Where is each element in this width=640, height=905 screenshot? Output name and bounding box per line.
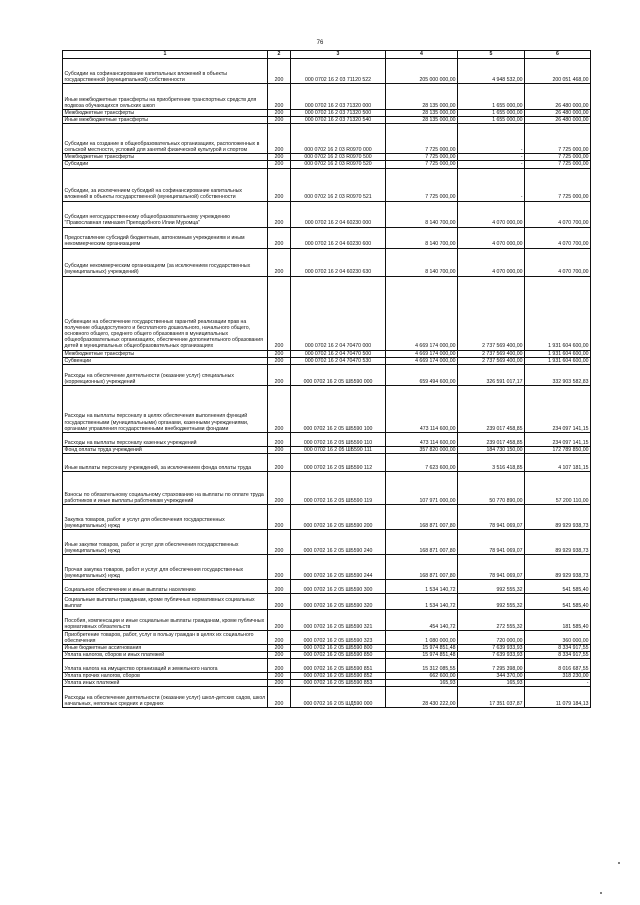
table-row — [63, 471, 591, 504]
table-row — [63, 554, 591, 579]
approved-amount-cell: 7 725 000,00 — [386, 154, 458, 161]
unexecuted-amount-cell: 8 334 917,55 — [525, 652, 591, 659]
column-header: 3 — [291, 51, 386, 59]
table-row — [63, 432, 591, 446]
budget-code-cell: 000 0702 16 2 04 60230 600 — [291, 227, 386, 248]
row-name-cell: Субсидии на софинансирование капитальных вложений в объекты государственной (муниципальной) собственности — [63, 59, 268, 84]
executed-amount-cell: 4 948 532,00 — [458, 59, 525, 84]
unexecuted-amount-cell: 26 480 000,00 — [525, 110, 591, 117]
row-name-cell: Расходы на обеспечение деятельности (оказание услуг) школ-детских садов, школ начальных, неполных средних и средних — [63, 687, 268, 708]
approved-amount-cell: 8 140 700,00 — [386, 201, 458, 227]
row-name-cell: Уплата иных платежей — [63, 680, 268, 687]
unexecuted-amount-cell: 7 725 000,00 — [525, 124, 591, 154]
unexecuted-amount-cell: 181 585,40 — [525, 609, 591, 630]
line-code-cell: 200 — [268, 471, 291, 504]
row-name-cell: Субвенции на обеспечение государственных гарантий реализации прав на получение общедоступного и бесплатного дошкольного, начального общего, основного общего, среднего общего образования в муниципальных общеобразовательных организациях, обеспечение дополнительного образования детей в муниципальных общеобразовательных организациях — [63, 276, 268, 350]
line-code-cell: 200 — [268, 609, 291, 630]
line-code-cell: 200 — [268, 161, 291, 168]
table-row — [63, 364, 591, 385]
line-code-cell: 200 — [268, 504, 291, 529]
executed-amount-cell: 7 639 933,93 — [458, 652, 525, 659]
row-name-cell: Межбюджетные трансферты — [63, 154, 268, 161]
approved-amount-cell: 473 114 600,00 — [386, 385, 458, 432]
budget-code-cell: 000 0702 16 2 05 ШБ590 321 — [291, 609, 386, 630]
executed-amount-cell: 344 370,00 — [458, 673, 525, 680]
table-row — [63, 59, 591, 84]
budget-code-cell: 000 0702 16 2 05 ШБ590 300 — [291, 579, 386, 593]
budget-code-cell: 000 0702 16 2 05 ШБ590 853 — [291, 680, 386, 687]
table-row — [63, 579, 591, 593]
unexecuted-amount-cell: 360 000,00 — [525, 630, 591, 644]
executed-amount-cell: 992 555,32 — [458, 593, 525, 609]
executed-amount-cell: 4 070 000,00 — [458, 227, 525, 248]
row-name-cell: Иные бюджетные ассигнования — [63, 644, 268, 651]
budget-code-cell: 000 0702 16 2 03 71320 540 — [291, 117, 386, 124]
executed-amount-cell: 3 516 418,85 — [458, 453, 525, 471]
approved-amount-cell: 168 871 007,80 — [386, 529, 458, 554]
approved-amount-cell: 8 140 700,00 — [386, 248, 458, 276]
line-code-cell: 200 — [268, 673, 291, 680]
line-code-cell: 200 — [268, 593, 291, 609]
table-row — [63, 168, 591, 201]
approved-amount-cell: 4 669 174 000,00 — [386, 276, 458, 350]
row-name-cell: Субсидии некоммерческим организациям (за исключением государственных (муниципальных) учреждений) — [63, 248, 268, 276]
budget-code-cell: 000 0702 16 2 05 ШБ590 240 — [291, 529, 386, 554]
row-name-cell: Иные межбюджетные трансферты на приобретение транспортных средств для подвоза обучающихся сельских школ — [63, 84, 268, 110]
line-code-cell: 200 — [268, 432, 291, 446]
table-row — [63, 385, 591, 432]
unexecuted-amount-cell: 234 097 141,15 — [525, 432, 591, 446]
approved-amount-cell: 7 725 000,00 — [386, 161, 458, 168]
budget-code-cell: 000 0702 16 2 05 ШБ590 110 — [291, 432, 386, 446]
approved-amount-cell: 15 312 085,55 — [386, 659, 458, 673]
column-header: 6 — [525, 51, 591, 59]
approved-amount-cell: 28 430 222,00 — [386, 687, 458, 708]
line-code-cell: 200 — [268, 248, 291, 276]
budget-code-cell: 000 0702 16 2 03 71120 522 — [291, 59, 386, 84]
row-name-cell: Уплата налога на имущество организаций и земельного налога — [63, 659, 268, 673]
budget-code-cell: 000 0702 16 2 05 ШБ590 323 — [291, 630, 386, 644]
table-row — [63, 504, 591, 529]
table-row — [63, 446, 591, 453]
executed-amount-cell: 4 070 000,00 — [458, 201, 525, 227]
table-row — [63, 248, 591, 276]
budget-code-cell: 000 0702 16 2 03 R0970 521 — [291, 168, 386, 201]
unexecuted-amount-cell: 8 016 687,55 — [525, 659, 591, 673]
unexecuted-amount-cell: 26 480 000,00 — [525, 84, 591, 110]
table-row — [63, 227, 591, 248]
row-name-cell: Пособия, компенсации и иные социальные выплаты гражданам, кроме публичных нормативных обязательств — [63, 609, 268, 630]
row-name-cell: Расходы на обеспечение деятельности (оказание услуг) специальных (коррекционных) учреждений — [63, 364, 268, 385]
approved-amount-cell: 357 820 000,00 — [386, 446, 458, 453]
table-row — [63, 609, 591, 630]
approved-amount-cell: 4 669 174 000,00 — [386, 357, 458, 364]
executed-amount-cell: 2 737 569 400,00 — [458, 357, 525, 364]
budget-code-cell: 000 0702 16 2 03 R0970 000 — [291, 124, 386, 154]
executed-amount-cell: 1 655 000,00 — [458, 84, 525, 110]
unexecuted-amount-cell: 4 107 181,15 — [525, 453, 591, 471]
executed-amount-cell: 50 770 890,00 — [458, 471, 525, 504]
line-code-cell: 200 — [268, 350, 291, 357]
budget-code-cell: 000 0702 16 2 05 ШБ590 244 — [291, 554, 386, 579]
budget-table — [62, 50, 591, 708]
executed-amount-cell: 2 737 569 400,00 — [458, 350, 525, 357]
executed-amount-cell: - — [458, 161, 525, 168]
table-row — [63, 630, 591, 644]
column-header: 5 — [458, 51, 525, 59]
budget-code-cell: 000 0702 16 2 04 70470 530 — [291, 357, 386, 364]
budget-code-cell: 000 0702 16 2 05 ШБ590 850 — [291, 652, 386, 659]
table-row — [63, 687, 591, 708]
unexecuted-amount-cell: 541 585,40 — [525, 579, 591, 593]
executed-amount-cell: 2 737 569 400,00 — [458, 276, 525, 350]
unexecuted-amount-cell: 11 079 184,13 — [525, 687, 591, 708]
approved-amount-cell: 205 000 000,00 — [386, 59, 458, 84]
budget-code-cell: 000 0702 16 2 05 ШБ590 000 — [291, 364, 386, 385]
approved-amount-cell: 165,93 — [386, 680, 458, 687]
approved-amount-cell: 168 871 007,80 — [386, 504, 458, 529]
line-code-cell: 200 — [268, 644, 291, 651]
line-code-cell: 200 — [268, 84, 291, 110]
unexecuted-amount-cell: 89 929 938,73 — [525, 529, 591, 554]
row-name-cell: Прочая закупка товаров, работ и услуг для обеспечения государственных (муниципальных) нужд — [63, 554, 268, 579]
table-row — [63, 161, 591, 168]
row-name-cell: Иные межбюджетные трансферты — [63, 117, 268, 124]
row-name-cell: Социальное обеспечение и иные выплаты населению — [63, 579, 268, 593]
row-name-cell: Субсидии на создание в общеобразовательных организациях, расположенных в сельской местности, условий для занятий физической культурой и спортом — [63, 124, 268, 154]
table-row — [63, 673, 591, 680]
table-row — [63, 124, 591, 154]
approved-amount-cell: 15 974 851,48 — [386, 652, 458, 659]
budget-code-cell: 000 0702 16 2 05 ШБ590 111 — [291, 446, 386, 453]
approved-amount-cell: 168 871 007,80 — [386, 554, 458, 579]
approved-amount-cell: 8 140 700,00 — [386, 227, 458, 248]
line-code-cell: 200 — [268, 276, 291, 350]
executed-amount-cell: 1 655 000,00 — [458, 117, 525, 124]
page-number: 76 — [316, 40, 324, 46]
approved-amount-cell: 7 725 000,00 — [386, 124, 458, 154]
row-name-cell: Иные выплаты персоналу учреждений, за исключением фонда оплаты труда — [63, 453, 268, 471]
approved-amount-cell: 7 623 600,00 — [386, 453, 458, 471]
column-header: 1 — [63, 51, 268, 59]
row-name-cell: Межбюджетные трансферты — [63, 350, 268, 357]
executed-amount-cell: - — [458, 154, 525, 161]
table-row — [63, 652, 591, 659]
line-code-cell: 200 — [268, 154, 291, 161]
line-code-cell: 200 — [268, 446, 291, 453]
row-name-cell: Расходы на выплаты персоналу в целях обеспечения выполнения функций государственными (муниципальными) органами, казенными учреждениями, органами управления государственными внебюджетными фондами — [63, 385, 268, 432]
table-row — [63, 593, 591, 609]
executed-amount-cell: 4 070 000,00 — [458, 248, 525, 276]
budget-code-cell: 000 0702 16 2 04 70470 000 — [291, 276, 386, 350]
executed-amount-cell: 78 941 069,07 — [458, 529, 525, 554]
budget-code-cell: 000 0702 16 2 04 70470 500 — [291, 350, 386, 357]
approved-amount-cell: 1 534 140,72 — [386, 579, 458, 593]
table-body — [63, 59, 591, 708]
column-header: 4 — [386, 51, 458, 59]
budget-code-cell: 000 0702 16 2 05 ШБ590 800 — [291, 644, 386, 651]
executed-amount-cell: 7 295 398,00 — [458, 659, 525, 673]
unexecuted-amount-cell: 4 070 700,00 — [525, 227, 591, 248]
line-code-cell: 200 — [268, 385, 291, 432]
line-code-cell: 200 — [268, 630, 291, 644]
approved-amount-cell: 1 080 000,00 — [386, 630, 458, 644]
table-row — [63, 84, 591, 110]
line-code-cell: 200 — [268, 110, 291, 117]
approved-amount-cell: 107 971 000,00 — [386, 471, 458, 504]
row-name-cell: Уплата налогов, сборов и иных платежей — [63, 652, 268, 659]
table-row — [63, 644, 591, 651]
executed-amount-cell: 1 655 000,00 — [458, 110, 525, 117]
executed-amount-cell: 720 000,00 — [458, 630, 525, 644]
executed-amount-cell: - — [458, 168, 525, 201]
row-name-cell: Субсидия негосударственному общеобразовательному учреждению "Православная гимназия Преподобного Илии Муромца" — [63, 201, 268, 227]
line-code-cell: 200 — [268, 357, 291, 364]
line-code-cell: 200 — [268, 59, 291, 84]
approved-amount-cell: 454 140,72 — [386, 609, 458, 630]
unexecuted-amount-cell: 8 334 917,55 — [525, 644, 591, 651]
table-row — [63, 201, 591, 227]
unexecuted-amount-cell: 4 070 700,00 — [525, 201, 591, 227]
table-row — [63, 659, 591, 673]
line-code-cell: 200 — [268, 680, 291, 687]
executed-amount-cell: 326 591 017,17 — [458, 364, 525, 385]
table-row — [63, 357, 591, 364]
row-name-cell: Фонд оплаты труда учреждений — [63, 446, 268, 453]
row-name-cell: Социальные выплаты гражданам, кроме публичных нормативных социальных выплат — [63, 593, 268, 609]
budget-code-cell: 000 0702 16 2 03 R0970 520 — [291, 161, 386, 168]
unexecuted-amount-cell: 318 230,00 — [525, 673, 591, 680]
line-code-cell: 200 — [268, 579, 291, 593]
executed-amount-cell: 272 555,32 — [458, 609, 525, 630]
row-name-cell: Взносы по обязательному социальному страхованию на выплаты по оплате труда работников и иные выплаты работникам учреждений — [63, 471, 268, 504]
line-code-cell: 200 — [268, 227, 291, 248]
row-name-cell: Межбюджетные трансферты — [63, 110, 268, 117]
approved-amount-cell: 7 725 000,00 — [386, 168, 458, 201]
line-code-cell: 200 — [268, 652, 291, 659]
scan-speck — [618, 862, 620, 864]
row-name-cell: Закупка товаров, работ и услуг для обеспечения государственных (муниципальных) нужд — [63, 504, 268, 529]
line-code-cell: 200 — [268, 124, 291, 154]
budget-code-cell: 000 0702 16 2 05 ШБ590 112 — [291, 453, 386, 471]
approved-amount-cell: 473 114 600,00 — [386, 432, 458, 446]
table-row — [63, 680, 591, 687]
executed-amount-cell: 992 555,32 — [458, 579, 525, 593]
row-name-cell: Предоставление субсидий бюджетным, автономным учреждениям и иным некоммерческим организациям — [63, 227, 268, 248]
executed-amount-cell: 17 351 037,87 — [458, 687, 525, 708]
unexecuted-amount-cell: 1 931 604 600,00 — [525, 276, 591, 350]
budget-code-cell: 000 0702 16 2 05 ШБ590 852 — [291, 673, 386, 680]
unexecuted-amount-cell: 26 480 000,00 — [525, 117, 591, 124]
executed-amount-cell: 78 941 069,07 — [458, 554, 525, 579]
approved-amount-cell: 28 135 000,00 — [386, 84, 458, 110]
budget-code-cell: 000 0702 16 2 05 ШБ590 320 — [291, 593, 386, 609]
unexecuted-amount-cell: 7 725 000,00 — [525, 154, 591, 161]
approved-amount-cell: 1 534 140,72 — [386, 593, 458, 609]
table-row — [63, 350, 591, 357]
line-code-cell: 200 — [268, 687, 291, 708]
table-row — [63, 117, 591, 124]
unexecuted-amount-cell: 1 931 604 600,00 — [525, 357, 591, 364]
executed-amount-cell: 239 017 458,85 — [458, 385, 525, 432]
budget-code-cell: 000 0702 16 2 05 ШБ590 200 — [291, 504, 386, 529]
unexecuted-amount-cell: 89 929 938,73 — [525, 554, 591, 579]
table-row — [63, 529, 591, 554]
budget-code-cell: 000 0702 16 2 04 60230 630 — [291, 248, 386, 276]
executed-amount-cell: - — [458, 124, 525, 154]
unexecuted-amount-cell: 200 051 468,00 — [525, 59, 591, 84]
executed-amount-cell: 184 730 150,00 — [458, 446, 525, 453]
row-name-cell: Приобретение товаров, работ, услуг в пользу граждан в целях их социального обеспечения — [63, 630, 268, 644]
executed-amount-cell: 239 017 458,85 — [458, 432, 525, 446]
unexecuted-amount-cell: 172 789 850,00 — [525, 446, 591, 453]
budget-code-cell: 000 0702 16 2 05 ШБ590 100 — [291, 385, 386, 432]
row-name-cell: Субсидии — [63, 161, 268, 168]
approved-amount-cell: 28 135 000,00 — [386, 117, 458, 124]
column-header: 2 — [268, 51, 291, 59]
line-code-cell: 200 — [268, 554, 291, 579]
unexecuted-amount-cell: 541 585,40 — [525, 593, 591, 609]
approved-amount-cell: 662 600,00 — [386, 673, 458, 680]
line-code-cell: 200 — [268, 453, 291, 471]
budget-code-cell: 000 0702 16 2 05 ШБ590 119 — [291, 471, 386, 504]
unexecuted-amount-cell: - — [525, 680, 591, 687]
table-row — [63, 110, 591, 117]
approved-amount-cell: 659 494 600,00 — [386, 364, 458, 385]
unexecuted-amount-cell: 332 903 582,83 — [525, 364, 591, 385]
line-code-cell: 200 — [268, 659, 291, 673]
budget-code-cell: 000 0702 16 2 04 60230 000 — [291, 201, 386, 227]
budget-code-cell: 000 0702 16 2 03 71320 500 — [291, 110, 386, 117]
unexecuted-amount-cell: 1 931 604 600,00 — [525, 350, 591, 357]
executed-amount-cell: 78 941 069,07 — [458, 504, 525, 529]
scan-speck — [600, 892, 602, 894]
line-code-cell: 200 — [268, 201, 291, 227]
unexecuted-amount-cell: 4 070 700,00 — [525, 248, 591, 276]
approved-amount-cell: 15 974 851,48 — [386, 644, 458, 651]
row-name-cell: Субвенции — [63, 357, 268, 364]
budget-code-cell: 000 0702 16 2 03 R0970 500 — [291, 154, 386, 161]
row-name-cell: Иные закупки товаров, работ и услуг для обеспечения государственных (муниципальных) нужд — [63, 529, 268, 554]
line-code-cell: 200 — [268, 168, 291, 201]
approved-amount-cell: 28 135 000,00 — [386, 110, 458, 117]
unexecuted-amount-cell: 57 200 110,00 — [525, 471, 591, 504]
unexecuted-amount-cell: 7 725 000,00 — [525, 161, 591, 168]
table-row — [63, 154, 591, 161]
table-row — [63, 276, 591, 350]
row-name-cell: Расходы на выплаты персоналу казенных учреждений — [63, 432, 268, 446]
line-code-cell: 200 — [268, 529, 291, 554]
line-code-cell: 200 — [268, 364, 291, 385]
table-row — [63, 453, 591, 471]
executed-amount-cell: 7 639 933,93 — [458, 644, 525, 651]
row-name-cell: Субсидии, за исключением субсидий на софинансирование капитальных вложений в объекты государственной (муниципальной) собственности — [63, 168, 268, 201]
header-row — [63, 51, 591, 59]
unexecuted-amount-cell: 234 097 141,15 — [525, 385, 591, 432]
budget-code-cell: 000 0702 16 2 03 71320 000 — [291, 84, 386, 110]
budget-code-cell: 000 0702 16 2 05 ШБ590 851 — [291, 659, 386, 673]
row-name-cell: Уплата прочих налогов, сборов — [63, 673, 268, 680]
executed-amount-cell: 165,93 — [458, 680, 525, 687]
unexecuted-amount-cell: 7 725 000,00 — [525, 168, 591, 201]
unexecuted-amount-cell: 89 929 938,73 — [525, 504, 591, 529]
budget-code-cell: 000 0702 16 2 05 ШД590 000 — [291, 687, 386, 708]
approved-amount-cell: 4 669 174 000,00 — [386, 350, 458, 357]
line-code-cell: 200 — [268, 117, 291, 124]
